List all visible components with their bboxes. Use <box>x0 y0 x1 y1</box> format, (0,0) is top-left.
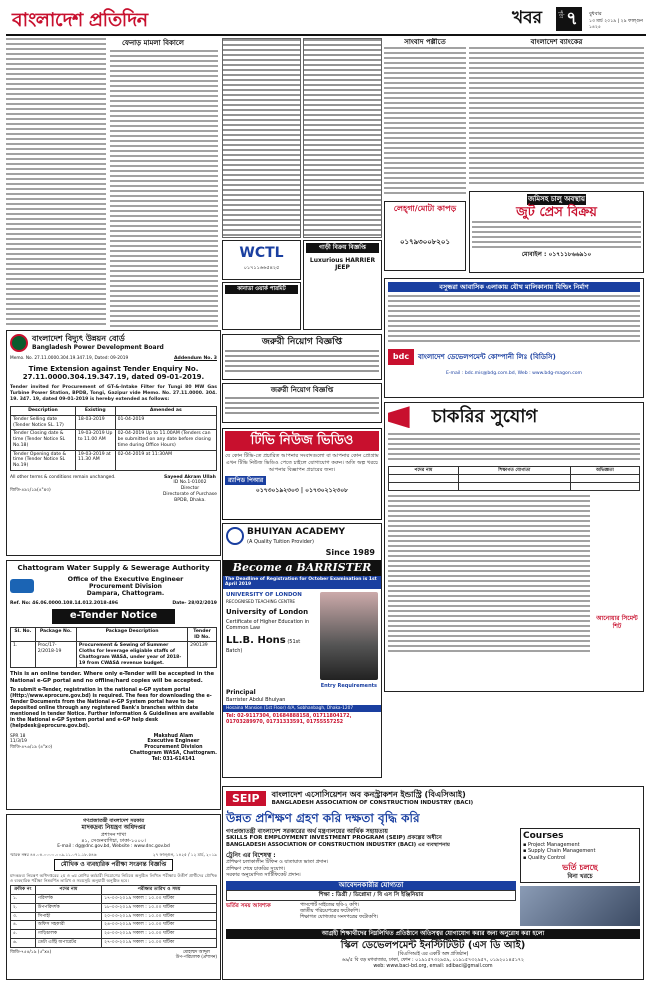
bpdb-gd-ref: জিডি-৪৯২/১৯(৪"x৩) <box>10 488 51 494</box>
wasa-addr: Dampara, Chattogram. <box>86 590 165 598</box>
benefit-item: সরকার অনুমোদিত সার্টিফিকেট প্রদান। <box>226 871 301 878</box>
academy-address: Hosaina Mansion (1st Floor) 4/A, Sobhanbagh, Dhaka-1207 <box>223 705 381 712</box>
bpdb-body: Tender invited for Procurement of GT-&-Intake Filter for Tungi 80 MW Gas Turbine Power Station, BPDB, Tongi, Gazipur vide Memo. No. 27.11.0000. 304. 19. 347. 19, dated 09-01-2019 is hereby extended as follows: <box>10 385 217 403</box>
bpdb-en-title: Bangladesh Power Development Board <box>32 344 164 352</box>
table-cell: ২৪-০৩-২০১৯ সকাল : ১০.০০ ঘটিকা <box>102 921 217 930</box>
canada-ad[interactable] <box>222 282 301 330</box>
courses-box <box>520 828 640 884</box>
table-row <box>11 930 217 939</box>
ad-phone: ০১৭১১৬৬৫৪২৫ <box>243 265 280 271</box>
bpdb-notice <box>6 330 221 556</box>
doc-item: শিক্ষাগত যোগ্যতার সনদপত্রের ফটোকপি। <box>300 914 379 920</box>
table-row <box>11 430 217 450</box>
table-cell: সিপাহী <box>35 912 101 921</box>
course-item: ▪ Quality Control <box>523 854 566 861</box>
classified-ad[interactable] <box>303 38 382 238</box>
table-cell: Proc/17-2/2018-19 <box>35 642 76 668</box>
seip-sub1: গণপ্রজাতন্ত্রী বাংলাদেশ সরকারের অর্থ মন্ত্রণালয়ের আর্থিক সহায়তায় <box>226 827 388 835</box>
job-ad-title: জরুরী নিয়োগ বিজ্ঞপ্তি <box>270 386 334 394</box>
bdc-email: E-mail : bdc.mis@bdg.com.bd, Web : www.bdg-magon.com <box>445 371 583 377</box>
newspaper-logo[interactable]: বাংলাদেশ প্রতিদিন <box>12 9 148 31</box>
table-cell: ডেটা এন্ট্রি অপারেটর <box>35 938 101 947</box>
dnc-heading: মৌখিক ও ব্যবহারিক পরীক্ষা সংক্রান্ত বিজ্ঞপ্তি <box>54 859 173 871</box>
course-detail: Certificate of Higher Education in Common Law <box>226 618 310 632</box>
car-sale-ad[interactable] <box>303 240 382 330</box>
table-row <box>389 475 640 483</box>
table-cell: ৬. <box>11 938 36 947</box>
wasa-p2: To submit e-Tender, registration in the national e-GP system portal (Http://www.eprocure.gov.bd) is required. The fees for downloading the e-Tender Documents from the National e-GP System portal have to be deposited online through any registered Bank's branches within date mentioned in tender Notice. Further information & Guidelines are available in the National e-GP System portal and e-GP help desk (helpdesk@eprocure.gov.bd). <box>10 687 215 729</box>
rapid-pr-logo: র‍্যাপিড পিআর <box>225 476 266 486</box>
bpdb-footer: All other terms & conditions remain unchanged. <box>10 474 116 480</box>
table-cell: উপপরিদর্শক <box>35 903 101 912</box>
training-photo <box>520 886 640 926</box>
table-row <box>11 903 217 912</box>
benefit-item: প্রশিক্ষণ শেষে চাকরির সুযোগ। <box>226 865 286 872</box>
news-text-block <box>110 50 218 328</box>
table-header: Package No. <box>35 627 76 641</box>
jute-phone: মোবাইল : ০১৭১১৮৬৬৯১০ <box>521 250 592 258</box>
table-cell: 19-03-2019 Up to 11.00 AM <box>75 430 115 450</box>
wctl-logo: WCTL <box>239 245 284 261</box>
sdi-web: web: www.baci-bd.org, email: sdibaci@gmail.com <box>373 964 493 970</box>
jute-title: জুট প্রেস বিক্রয় <box>516 204 597 220</box>
table-cell: ৩. <box>11 912 36 921</box>
lengha-phone: ০১৭৯৩০০৮২০১ <box>399 237 451 246</box>
lengha-ad[interactable] <box>384 201 466 271</box>
table-row <box>11 415 217 429</box>
table-cell: ৪. <box>11 921 36 930</box>
table-row <box>11 450 217 470</box>
announcement-icon <box>388 406 424 428</box>
dnc-ref: স্মারক নম্বর ৪৪.০৪.০০০০.০০৯.১১.০৭১.১৮.৫৪৬ <box>10 851 97 857</box>
bpdb-th-exist: Existing <box>75 407 115 416</box>
entry-requirements[interactable]: Entry Requirements <box>320 683 377 689</box>
sdi-name: স্কিল ডেভেলপমেন্ট ইনস্টিটিউট (এস ডি আই) <box>340 939 526 951</box>
news-headline[interactable]: ফেনাড় মামলা বিকালে <box>122 39 184 47</box>
dnc-title2: মাদকদ্রব্য নিয়ন্ত্রণ অধিদপ্তর <box>81 824 146 832</box>
benefit-item: প্রশিক্ষণ চলাকালীন টিফিন ও যাতায়াত ভাতা প্রদান। <box>226 859 329 866</box>
issue-day: বুধবার <box>589 11 602 17</box>
dnc-intro: মাদকদ্রব্য নিয়ন্ত্রণ অধিদপ্তরের ২য় ও ৩য় শ্রেণির কর্মচারী নিয়োগের নিমিত্তে অনুষ্ঠিত লিখিত পরীক্ষায় উত্তীর্ণ প্রার্থীদের মৌখিক ও ব্যবহারিক পরীক্ষা নিম্নবর্ণিত তারিখ ও সময়সূচি অনুযায়ী অনুষ্ঠিত হবে। <box>10 872 217 883</box>
signatory-tel: Tel: 031-614141 <box>151 757 195 763</box>
dnc-email: E-mail : dg@dnc.gov.bd, Website : www.dnc.gov.bd <box>57 844 170 850</box>
bhuiyan-academy-ad[interactable] <box>222 523 382 778</box>
sdi-addr: ৬৯/৫ বি বড় মগবাজার, ঢাকা, ফোন : ০১৯১৫৭৩২৯৫৯, ০১৯১৫৭৩২৯৫৭, ০১৯২০১৪৫১৭২ <box>341 958 525 964</box>
wasa-logo-icon <box>10 579 34 593</box>
become-barrister: Become a BARRISTER <box>223 560 381 576</box>
wasa-notice <box>6 560 221 810</box>
doc-item: পাসপোর্ট সাইজের ছবি-২ কপি। <box>300 902 359 908</box>
principal-name: Barrister Abdul Bhuiyan <box>226 696 286 703</box>
seip-sub2: SKILLS FOR EMPLOYMENT INVESTMENT PROGRAM (SEIP) প্রকল্পের অধীনে <box>226 835 442 842</box>
table-header: Sl. No. <box>11 627 36 641</box>
news-headline[interactable]: সাংবাদ পল্লীতে <box>404 38 446 46</box>
bdc-name: বাংলাদেশ ডেভেলপমেন্ট কোম্পানী লিঃ (বিডিসি) <box>418 352 556 361</box>
sdi-sub: (বিএসিআই এর একটি অঙ্গ প্রতিষ্ঠান) <box>397 952 469 958</box>
table-row <box>11 938 217 947</box>
table-cell: গাড়িচালক <box>35 930 101 939</box>
academy-phones: Tel: 02-9117304, 01684888158, 01711804172, 01703289970, 01731333591, 01755557252 <box>226 714 352 726</box>
table-header: পদের নাম <box>389 466 459 475</box>
dnc-date: ২৭ ফাল্গুন, ১৪২৫ / ১২ মার্চ, ২০১৯ <box>152 851 217 857</box>
rapid-pr-phone: ০১৭৩০১৯২৩০৩ | ০১৭৩০২১২৩০৮ <box>255 487 349 494</box>
news-column-1 <box>6 38 106 328</box>
news-headline[interactable]: বাংলাদেশ ব্যাংকের <box>530 38 583 46</box>
table-cell: অফিস সহকারী <box>35 921 101 930</box>
bpdb-memo: Memo. No. 27.11.0000.304.19.347.19, Dated: 09-2019 <box>10 356 129 361</box>
table-row <box>11 895 217 904</box>
wasa-title: e-Tender Notice <box>52 609 175 624</box>
signatory-name: Makshud Alam <box>153 733 194 739</box>
job-ad-title: চাকরির সুযোগ <box>432 406 538 427</box>
course-item: ▪ Project Management <box>523 842 580 849</box>
signatory-org: BPDB, Dhaka. <box>174 497 206 503</box>
table-cell: ৫. <box>11 930 36 939</box>
table-header: Package Description <box>76 627 187 641</box>
docs-title: ভর্তির সময় আবশ্যক <box>226 902 271 909</box>
bpdb-signature <box>163 475 217 504</box>
news-text-block <box>6 38 106 328</box>
table-row <box>11 921 217 930</box>
wasa-date: Date- 28/02/2019 <box>172 600 217 606</box>
signatory-role: Director <box>180 486 200 492</box>
seip-call: আগ্রহী শিক্ষার্থীদের নিম্নলিখিত প্রতিষ্ঠানে অতিসত্বর যোগাযোগ করার জন্য অনুরোধ করা হলো <box>226 929 640 939</box>
table-cell: 19-03-2019 at 11.30 AM <box>75 450 115 470</box>
table-cell: 290139 <box>188 642 217 668</box>
wasa-signature <box>130 734 217 764</box>
wasa-gd: জিডি-৪৭৬/১৯ (৪"x৩) <box>10 744 53 750</box>
principal-label: Principal <box>226 689 256 697</box>
table-header: অভিজ্ঞতা <box>570 466 639 475</box>
signatory-name: মোহাম্মদ আব্দুল <box>182 949 210 955</box>
seip-slogan: উন্নত প্রশিক্ষণ গ্রহণ করি দক্ষতা বৃদ্ধি করি <box>226 810 420 825</box>
academy-name: BHUIYAN ACADEMY <box>247 527 345 538</box>
news-column-4 <box>384 38 644 274</box>
bpdb-bn-title: বাংলাদেশ বিদ্যুৎ উন্নয়ন বোর্ড <box>32 334 125 344</box>
baci-name-en: BANGLADESH ASSOCIATION OF CONSTRUCTION INDUSTRY (BACI) <box>271 800 474 806</box>
academy-tag: (A Quality Tuition Provider) <box>247 538 314 545</box>
table-header: পদের নাম <box>35 886 101 895</box>
principal-photo <box>320 592 378 680</box>
courses-title: Courses <box>523 830 564 841</box>
page-number: ৭ <box>566 8 578 29</box>
course-item: ▪ Supply Chain Management <box>523 848 596 855</box>
table-row <box>11 642 217 668</box>
wasa-p1: This is an online tender. Where only e-Tender will be accepted in the National e-GP portal and no offline/hard copies will be accepted. <box>10 671 215 684</box>
seip-sub3: BANGLADESH ASSOCIATION OF CONSTRUCTION INDUSTRY (BACI) এর ব্যবস্থাপনায় <box>226 842 450 849</box>
table-cell: ২৫-০৩-২০১৯ সকাল : ১০.০০ ঘটিকা <box>102 930 217 939</box>
baci-name: বাংলাদেশ এসোসিয়েশন অব কনস্ট্রাকশন ইন্ডাস্ট্রি (বিএসিআই) <box>271 790 466 799</box>
bpdb-th-amend: Amended as <box>115 407 216 416</box>
table-header: শিক্ষাগত যোগ্যতা <box>458 466 570 475</box>
admission-badge: ভর্তি চলছে <box>562 862 598 872</box>
benefit-title: ট্রেনিং এর বিশেষত্ব : <box>226 851 276 859</box>
job-ad-2[interactable] <box>222 383 382 423</box>
table-cell: ১. <box>11 895 36 904</box>
dnc-notice <box>6 814 221 980</box>
car-sale-title: গাড়ী বিক্রয় বিজ্ঞপ্তি <box>306 243 379 253</box>
table-cell: Procurement & Sewing of Summer Cloths for leverage eligiable staffs of Chattogram WASA, under year of 2018-19 from CWASA revenue budget. <box>76 642 187 668</box>
deadline: The Deadline of Registration for October Examination is 1st April 2019 <box>223 576 381 589</box>
wasa-sub: Procurement Division <box>89 582 162 590</box>
free-badge: বিনা খরচে <box>567 872 593 880</box>
table-row <box>389 483 640 491</box>
seip-ad[interactable] <box>222 786 644 980</box>
llb-batch: (51st Batch) <box>226 639 301 654</box>
llb-label: LL.B. Hons <box>226 635 286 647</box>
table-cell: 18-03-2019 <box>75 415 115 429</box>
uol-sub: RECOGNISED TEACHING CENTRE <box>226 598 296 604</box>
table-cell: Tender Selling date (Tender Notice SL. 17) <box>11 415 76 429</box>
table-cell: Tender Closing date & time (Tender Notice SL No.18) <box>11 430 76 450</box>
wctl-ad[interactable] <box>222 240 301 280</box>
signatory-name: Sayeed Akram Ullah <box>163 474 216 480</box>
table-cell: 02-04-2019 Up to 11.00AM (Tenders can be submitted on any date before closing time during Office Hours) <box>115 430 216 450</box>
jute-subtitle: জমিসহ চালু অবস্থায় <box>527 194 586 203</box>
wasa-spr-date: 11/3/19 <box>10 739 27 744</box>
masthead <box>6 4 646 36</box>
job-ad-title: জরুরী নিয়োগ বিজ্ঞপ্তি <box>261 337 343 347</box>
classified-ad[interactable] <box>222 38 301 238</box>
table-cell: Tender Opening date & time (Tender Notice SL No.19) <box>11 450 76 470</box>
bdc-headline: বসুন্ধরা আবাসিক এলাকায় যৌথ মালিকানায় বিল্ডিং নির্মাণ <box>388 282 640 292</box>
table-header: পরীক্ষার তারিখ ও সময় <box>102 886 217 895</box>
bpdb-notice-no: 27.11.0000.304.19.347.19, dated 09-01-2019. <box>22 373 205 382</box>
course-name: University of London <box>226 608 309 617</box>
bpdb-notice-title: Time Extension against Tender Enquiry No. <box>28 364 199 373</box>
tv-news-body: যে কোন টিভি-তে প্রচারিত আপনার সংবাদগুলো বা আপনার কোন প্রোগ্রাম এখন টিভি নিউজ ভিডিও পেতে চাইলে যোগাযোগ করুন। অতি অল্প খরচে আপনার বিজ্ঞাপন প্রচারের জন্য। <box>225 453 379 473</box>
table-cell: ১৭-০৩-২০১৯ সকাল : ১০.০০ ঘটিকা <box>102 895 217 904</box>
classified-ads-column <box>222 38 382 381</box>
bpdb-table <box>10 406 217 471</box>
signatory-dept: Directorate of Purchase <box>162 491 217 497</box>
bpdb-addendum: Addendum No. 3 <box>173 356 217 361</box>
table-cell: 02-04-2019 at 11:30AM <box>115 450 216 470</box>
page-number-box <box>556 7 582 31</box>
table-cell: ১৮-০৩-২০১৯ সকাল : ১০.০০ ঘটিকা <box>102 903 217 912</box>
table-cell: 1. <box>11 642 36 668</box>
table-cell: ২. <box>11 903 36 912</box>
dnc-title3: প্রশাসন শাখা <box>100 831 127 838</box>
signatory-id: ID No.1-01002 <box>173 480 207 486</box>
dnc-table <box>10 885 217 947</box>
bdc-ad[interactable] <box>384 278 644 398</box>
wasa-spr: SPR 18 <box>10 733 26 739</box>
jute-press-ad[interactable] <box>469 191 644 273</box>
table-cell: ২০-০৩-২০১৯ সকাল : ১০.০০ ঘটিকা <box>102 912 217 921</box>
table-header: ক্রমিক নং <box>11 886 36 895</box>
page-label: পৃষ্ঠা <box>557 10 564 19</box>
job-ad[interactable] <box>222 334 382 380</box>
dnc-title1: গণপ্রজাতন্ত্রী বাংলাদেশ সরকার <box>83 818 144 824</box>
signatory-role: Executive Engineer <box>147 739 200 745</box>
wasa-table <box>10 627 217 668</box>
eligibility-title: আবেদনকারীর যোগ্যতা <box>226 881 516 890</box>
bdc-logo-icon: bdc <box>388 349 414 365</box>
dnc-gd: জিডি-৭৫৪/১৯ (৫"x৪) <box>10 949 52 955</box>
tv-news-ad[interactable] <box>222 428 382 520</box>
academy-since: Since 1989 <box>325 548 375 557</box>
lengha-title: লেহ্গা/মোটা কাপড় <box>393 203 457 213</box>
bpdb-logo-icon <box>10 334 28 352</box>
table-cell: 01-04-2019 <box>115 415 216 429</box>
job-table <box>388 466 640 492</box>
job-opportunity-ad[interactable] <box>384 402 644 692</box>
table-header: Tender ID No. <box>188 627 217 641</box>
issue-date: ১৩ মার্চ ২০১৯ | ২৯ ফাল্গুন ১৪২৫ <box>589 19 644 30</box>
signatory-dept: Procurement Division <box>144 745 203 751</box>
signatory-org: Chattogram WASA, Chattogram. <box>129 751 217 757</box>
academy-logo-icon <box>226 527 244 545</box>
car-name: Luxurious HARRIER JEEP <box>309 256 376 271</box>
bpdb-th-desc: Description <box>11 407 76 416</box>
canada-title: কানাডা ওয়ার্ক পারমিট <box>225 285 298 294</box>
doc-item: জাতীয় পরিচয়পত্রের ফটোকপি। <box>300 908 360 914</box>
table-row <box>11 912 217 921</box>
table-cell: পরিদর্শক <box>35 895 101 904</box>
dnc-addr: ৪১, সেগুনবাগিচা, ঢাকা-১০০০। <box>81 838 146 844</box>
tv-news-title: টিভি নিউজ ভিডিও <box>225 431 379 451</box>
table-cell: ২৭-০৩-২০১৯ সকাল : ১০.০০ ঘটিকা <box>102 938 217 947</box>
seip-logo: SEIP <box>226 791 266 807</box>
section-label: খবর <box>512 8 542 28</box>
news-column-2 <box>110 38 218 328</box>
anwar-cement-logo: আনোয়ার সিমেন্ট শিট <box>596 615 638 630</box>
wasa-org: Chattogram Water Supply & Sewerage Authority <box>17 564 210 572</box>
signatory-role: উপ-পরিচালক (প্রশাসন) <box>175 954 217 960</box>
eligibility-edu: শিক্ষা : ডিগ্রী / ডিপ্লোমা / বি এস সি ইঞ্জিনিয়ার <box>226 890 516 901</box>
uol-name: UNIVERSITY OF LONDON <box>226 592 302 598</box>
wasa-office: Office of the Executive Engineer <box>67 574 184 583</box>
wasa-ref: Ref. No: 46.06.0000.108.14.012.2018-496 <box>10 600 119 606</box>
